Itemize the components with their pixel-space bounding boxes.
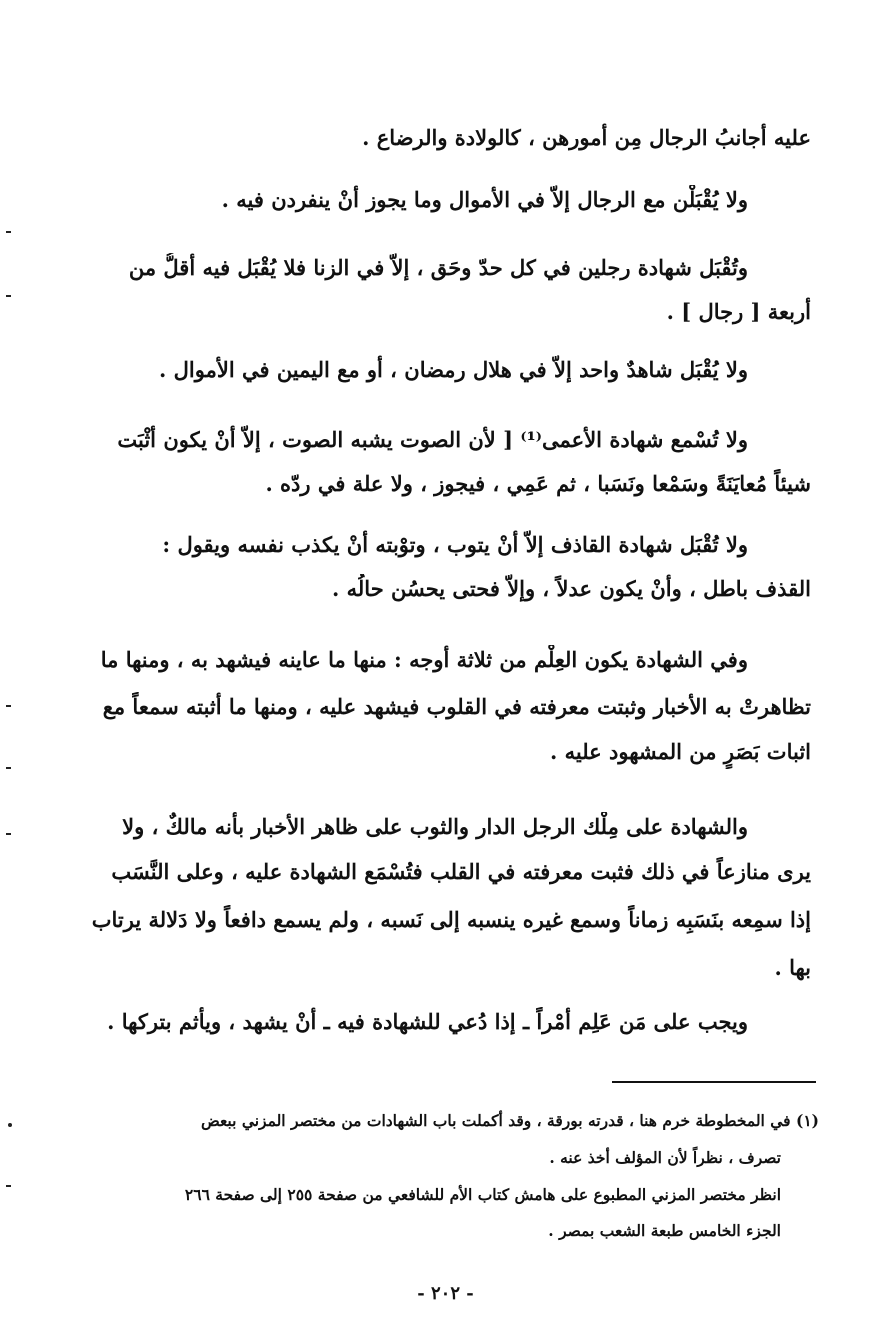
- body-line: ولا يُقْبَل شاهدٌ واحد إلاّ في هلال رمضان ، أو مع اليمين في الأموال .: [159, 357, 748, 382]
- footnote-line: انظر مختصر المزني المطبوع على هامش كتاب الأم للشافعي من صفحة ٢٥٥ إلى صفحة ٢٦٦: [184, 1185, 781, 1204]
- body-line: وفي الشهادة يكون العِلْم من ثلاثة أوجه : منها ما عاينه فيشهد به ، ومنها ما: [100, 647, 748, 672]
- body-line: وتُقْبَل شهادة رجلين في كل حدّ وحَق ، إلاّ في الزنا فلا يُقْبَل فيه أقلُّ من: [128, 255, 748, 280]
- body-line: ولا يُقْبَلْن مع الرجال إلاّ في الأموال وما يجوز أنْ ينفردن فيه .: [221, 187, 748, 212]
- body-line: اثبات بَصَرٍ من المشهود عليه .: [550, 739, 811, 764]
- body-line: بها .: [774, 955, 811, 980]
- scan-mark: [6, 705, 11, 707]
- body-line: تظاهرتْ به الأخبار وثبتت معرفته في القلوب فيشهد عليه ، ومنها ما أثبته سمعاً مع: [102, 694, 811, 719]
- scan-mark: [6, 833, 11, 835]
- scan-mark: [6, 1185, 11, 1187]
- body-line: يرى منازعاً في ذلك فثبت معرفته في القلب فتُسْمَع الشهادة عليه ، وعلى النَّسَب: [111, 859, 811, 884]
- scan-dot: [8, 1123, 12, 1127]
- body-line: ويجب على مَن عَلِم أمْراً ـ إذا دُعي للشهادة فيه ـ أنْ يشهد ، ويأْثم بتركها .: [107, 1009, 748, 1034]
- body-line: والشهادة على مِلْك الرجل الدار والثوب على ظاهر الأخبار بأنه مالكٌ ، ولا: [122, 814, 748, 839]
- footnote-line: (١) في المخطوطة خرم هنا ، قدرته بورقة ، وقد أكملت باب الشهادات من مختصر المزني ببعض: [200, 1111, 819, 1130]
- body-line: شيئاً مُعايَنَةً وسَمْعا ونَسَبا ، ثم عَمِي ، فيجوز ، ولا علة في ردّه .: [265, 471, 811, 496]
- body-line: ولا تُقْبَل شهادة القاذف إلاّ أنْ يتوب ، وتوْبته أنْ يكذب نفسه ويقول :: [162, 532, 748, 557]
- body-line: أربعة [ رجال ] .: [666, 299, 811, 324]
- body-line: ولا تُسْمع شهادة الأعمى⁽¹⁾ [ لأن الصوت يشبه الصوت ، إلاّ أنْ يكون أثْبَت: [117, 427, 748, 452]
- body-line: إذا سمِعه بنَسَبِه زماناً وسمع غيره ينسبه إلى نَسبه ، ولم يسمع دافعاً ولا دَلالة يرتاب: [91, 907, 811, 932]
- scan-mark: [6, 767, 11, 769]
- body-line: القذف باطل ، وأنْ يكون عدلاً ، وإلاّ فحتى يحسُن حالُه .: [332, 576, 811, 601]
- scan-mark: [6, 295, 11, 297]
- footnote-line: الجزء الخامس طبعة الشعب بمصر .: [548, 1221, 781, 1240]
- page-number: - ٢٠٢ -: [417, 1283, 474, 1304]
- footnote-line: تصرف ، نظراً لأن المؤلف أخذ عنه .: [549, 1148, 781, 1167]
- body-line: عليه أجانبُ الرجال مِن أمورهن ، كالولادة والرضاع .: [362, 125, 811, 150]
- scan-mark: [6, 231, 11, 233]
- footnote-separator: [612, 1081, 816, 1083]
